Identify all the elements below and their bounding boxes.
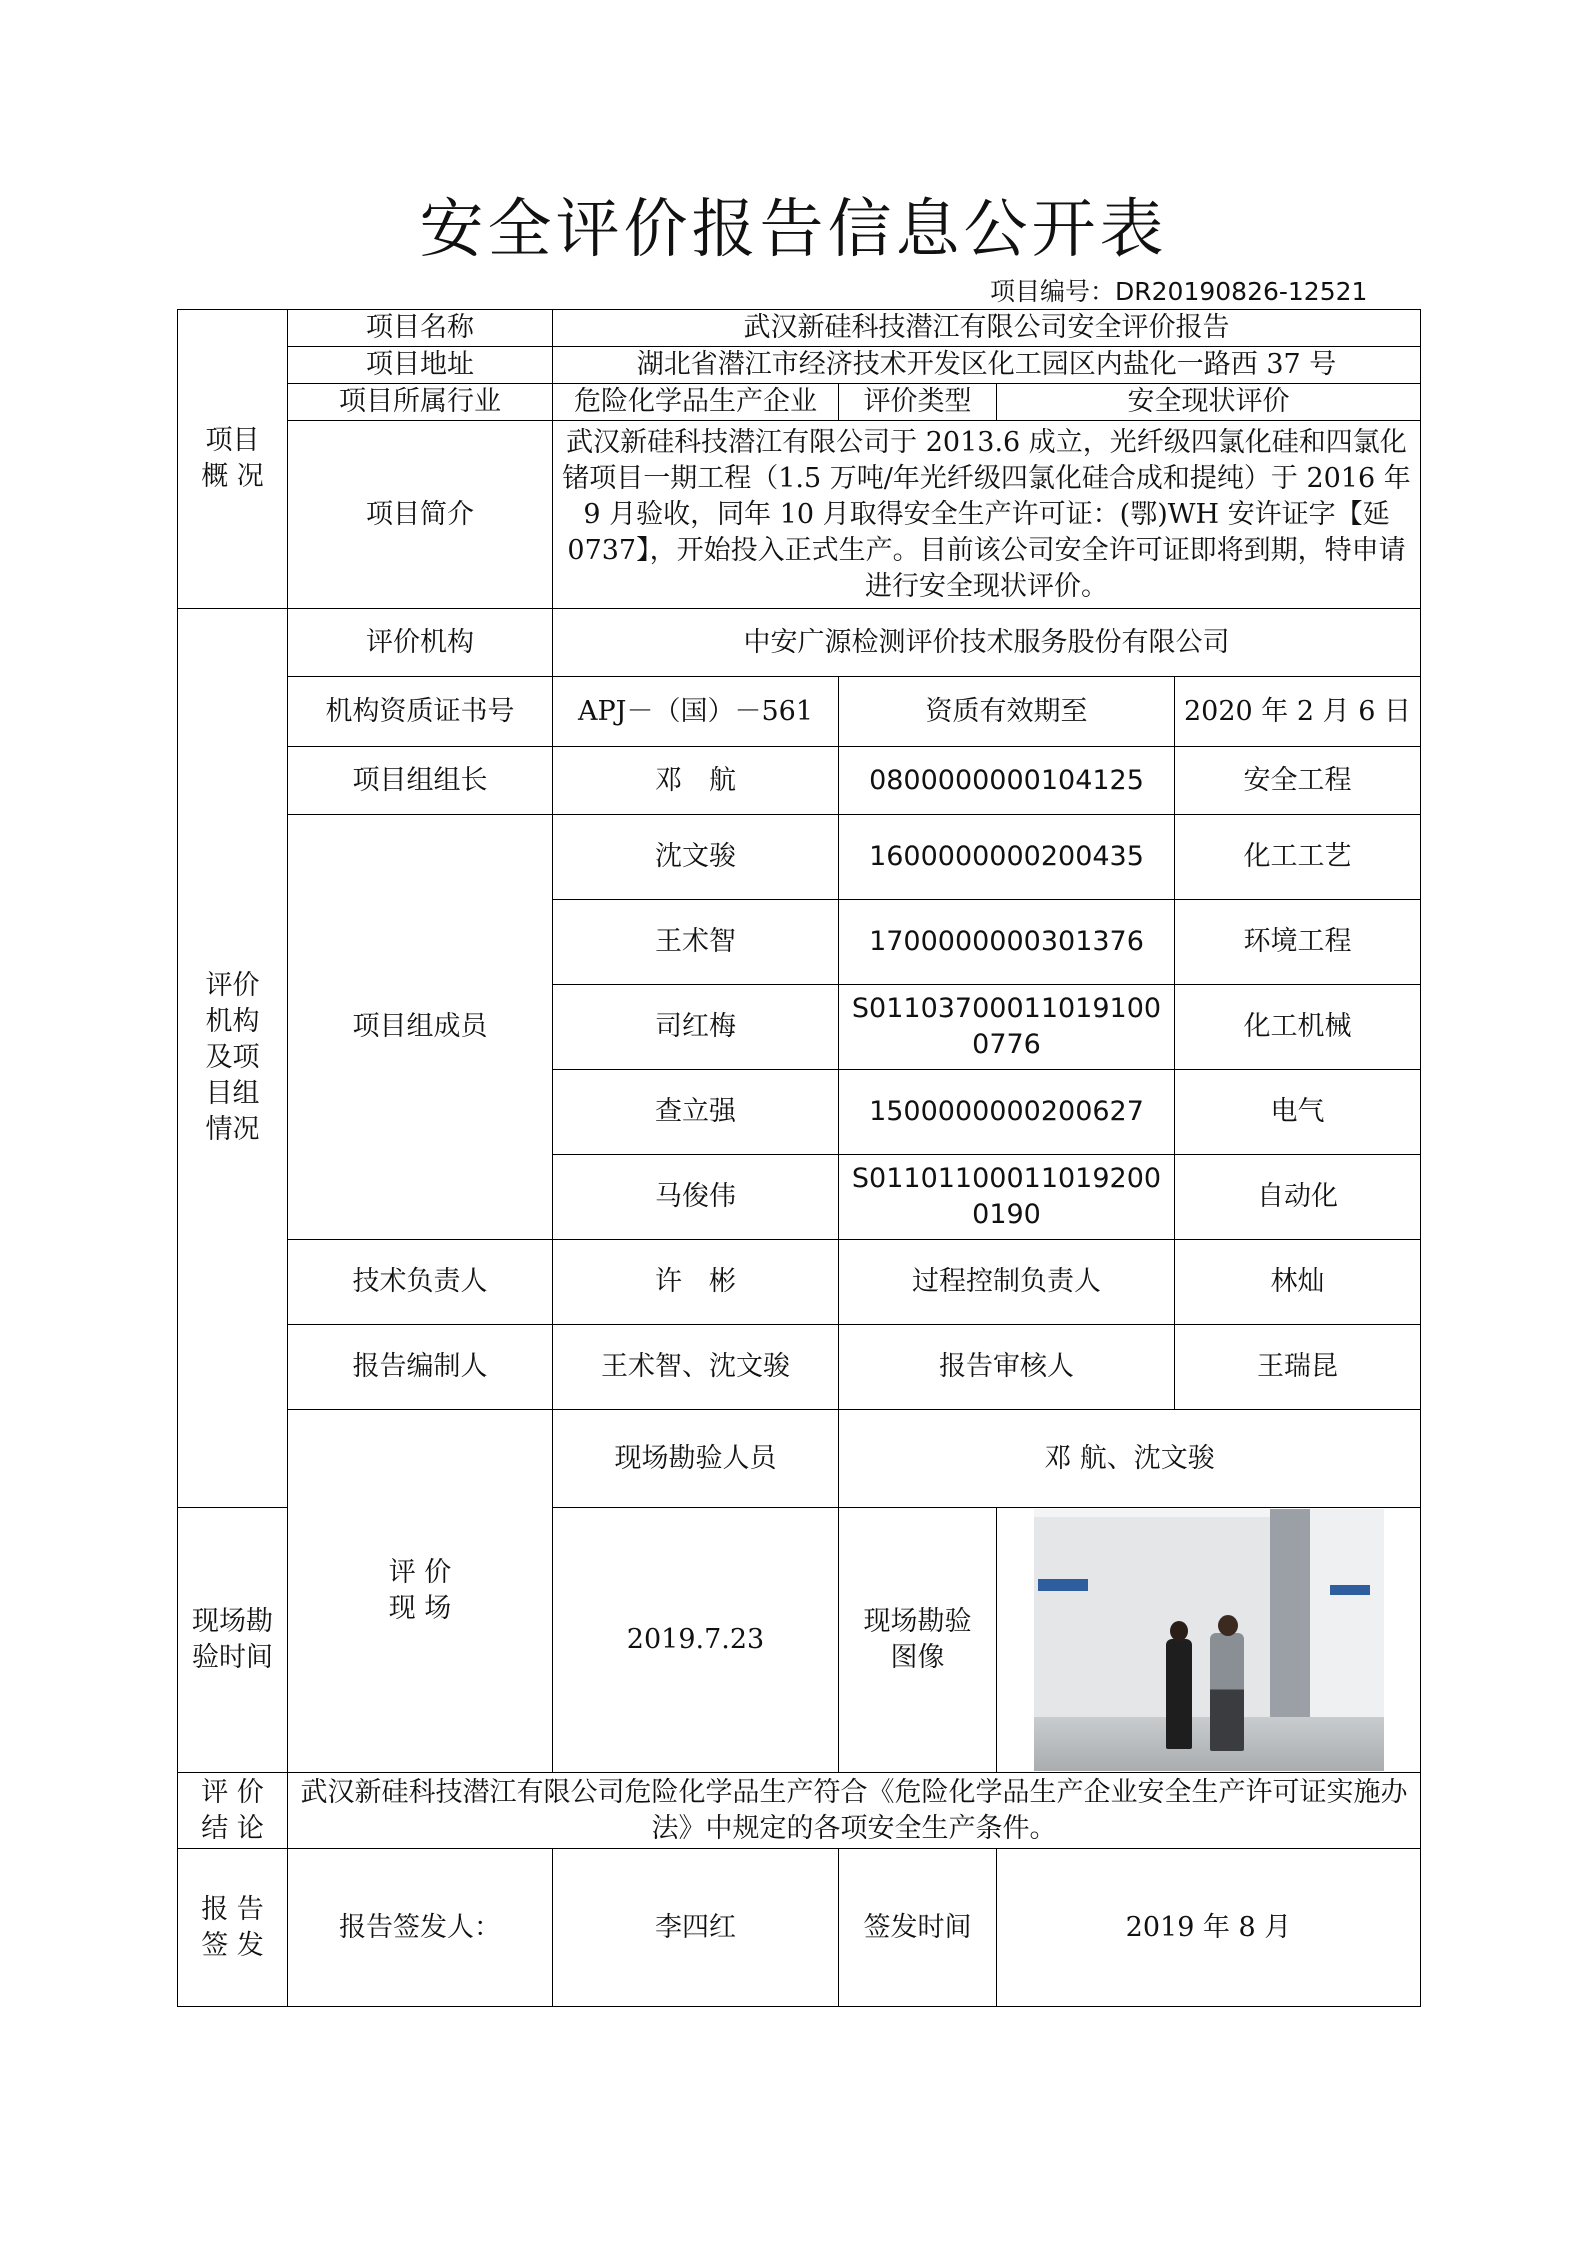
person-figure <box>1210 1633 1244 1751</box>
section-conclusion: 评 价 结 论 <box>178 1773 288 1849</box>
section-agency: 评价 机构 及项 目组 情况 <box>178 609 288 1508</box>
leader-name: 邓 航 <box>553 747 839 815</box>
label-project-address: 项目地址 <box>288 347 553 384</box>
leader-id: 0800000000104125 <box>839 747 1175 815</box>
label-valid-until: 资质有效期至 <box>839 677 1175 747</box>
label-survey-image: 现场勘验 图像 <box>839 1508 997 1773</box>
label-tech-lead: 技术负责人 <box>288 1240 553 1325</box>
label-survey-time: 现场勘验时间 <box>178 1508 288 1773</box>
page-title: 安全评价报告信息公开表 <box>419 193 1168 267</box>
value-tech-lead: 许 彬 <box>553 1240 839 1325</box>
value-intro: 武汉新硅科技潜江有限公司于 2013.6 成立，光纤级四氯化硅和四氯化锗项目一期工程（1.5 万吨/年光纤级四氯化硅合成和提纯）于 2016 年 9 月验收，同年 10 月取得安全生产许可证：(鄂)WH 安许证字【延 0737】，开始投入正式生产。目前该公司安全许可证即将到期，特申请进行安全现状评价。 <box>553 421 1421 609</box>
label-agency: 评价机构 <box>288 609 553 677</box>
label-survey-staff: 现场勘验人员 <box>553 1410 839 1508</box>
value-process-lead: 林灿 <box>1175 1240 1421 1325</box>
value-report-author: 王术智、沈文骏 <box>553 1325 839 1410</box>
label-process-lead: 过程控制负责人 <box>839 1240 1175 1325</box>
project-code-value: DR20190826-12521 <box>1115 277 1368 306</box>
member-name: 王术智 <box>553 900 839 985</box>
label-project-name: 项目名称 <box>288 310 553 347</box>
member-id: 1600000000200435 <box>839 815 1175 900</box>
member-id: 1500000000200627 <box>839 1070 1175 1155</box>
label-leader: 项目组组长 <box>288 747 553 815</box>
member-name: 查立强 <box>553 1070 839 1155</box>
project-code <box>990 272 1367 308</box>
value-signer: 李四红 <box>553 1849 839 2007</box>
value-agency: 中安广源检测评价技术服务股份有限公司 <box>553 609 1421 677</box>
member-id: S011011000110192000190 <box>839 1155 1175 1240</box>
value-project-address: 湖北省潜江市经济技术开发区化工园区内盐化一路西 37 号 <box>553 347 1421 384</box>
member-field: 电气 <box>1175 1070 1421 1155</box>
value-report-reviewer: 王瑞昆 <box>1175 1325 1421 1410</box>
member-field: 化工工艺 <box>1175 815 1421 900</box>
label-signer: 报告签发人： <box>288 1849 553 2007</box>
member-name: 司红梅 <box>553 985 839 1070</box>
value-conclusion: 武汉新硅科技潜江有限公司危险化学品生产符合《危险化学品生产企业安全生产许可证实施办法》中规定的各项安全生产条件。 <box>288 1773 1421 1849</box>
label-cert: 机构资质证书号 <box>288 677 553 747</box>
survey-photo-cell <box>997 1508 1421 1773</box>
member-field: 环境工程 <box>1175 900 1421 985</box>
value-eval-type: 安全现状评价 <box>997 384 1421 421</box>
member-id: S011037000110191000776 <box>839 985 1175 1070</box>
label-intro: 项目简介 <box>288 421 553 609</box>
person-figure <box>1166 1639 1192 1749</box>
label-issue-time: 签发时间 <box>839 1849 997 2007</box>
label-report-author: 报告编制人 <box>288 1325 553 1410</box>
value-industry: 危险化学品生产企业 <box>553 384 839 421</box>
value-project-name: 武汉新硅科技潜江有限公司安全评价报告 <box>553 310 1421 347</box>
value-cert: APJ－（国）－561 <box>553 677 839 747</box>
section-issue: 报 告 签 发 <box>178 1849 288 2007</box>
site-survey-photo <box>1034 1509 1384 1771</box>
label-eval-type: 评价类型 <box>839 384 997 421</box>
member-name: 沈文骏 <box>553 815 839 900</box>
info-table <box>177 309 1421 2007</box>
member-field: 化工机械 <box>1175 985 1421 1070</box>
section-overview: 项目 概 况 <box>178 310 288 609</box>
section-site: 评 价 现 场 <box>288 1410 553 1773</box>
value-issue-time: 2019 年 8 月 <box>997 1849 1421 2007</box>
member-name: 马俊伟 <box>553 1155 839 1240</box>
label-members: 项目组成员 <box>288 815 553 1240</box>
value-survey-staff: 邓 航、沈文骏 <box>839 1410 1421 1508</box>
project-code-label: 项目编号： <box>990 277 1116 306</box>
label-report-reviewer: 报告审核人 <box>839 1325 1175 1410</box>
value-survey-time: 2019.7.23 <box>553 1508 839 1773</box>
member-id: 1700000000301376 <box>839 900 1175 985</box>
label-industry: 项目所属行业 <box>288 384 553 421</box>
member-field: 自动化 <box>1175 1155 1421 1240</box>
value-valid-until: 2020 年 2 月 6 日 <box>1175 677 1421 747</box>
leader-field: 安全工程 <box>1175 747 1421 815</box>
